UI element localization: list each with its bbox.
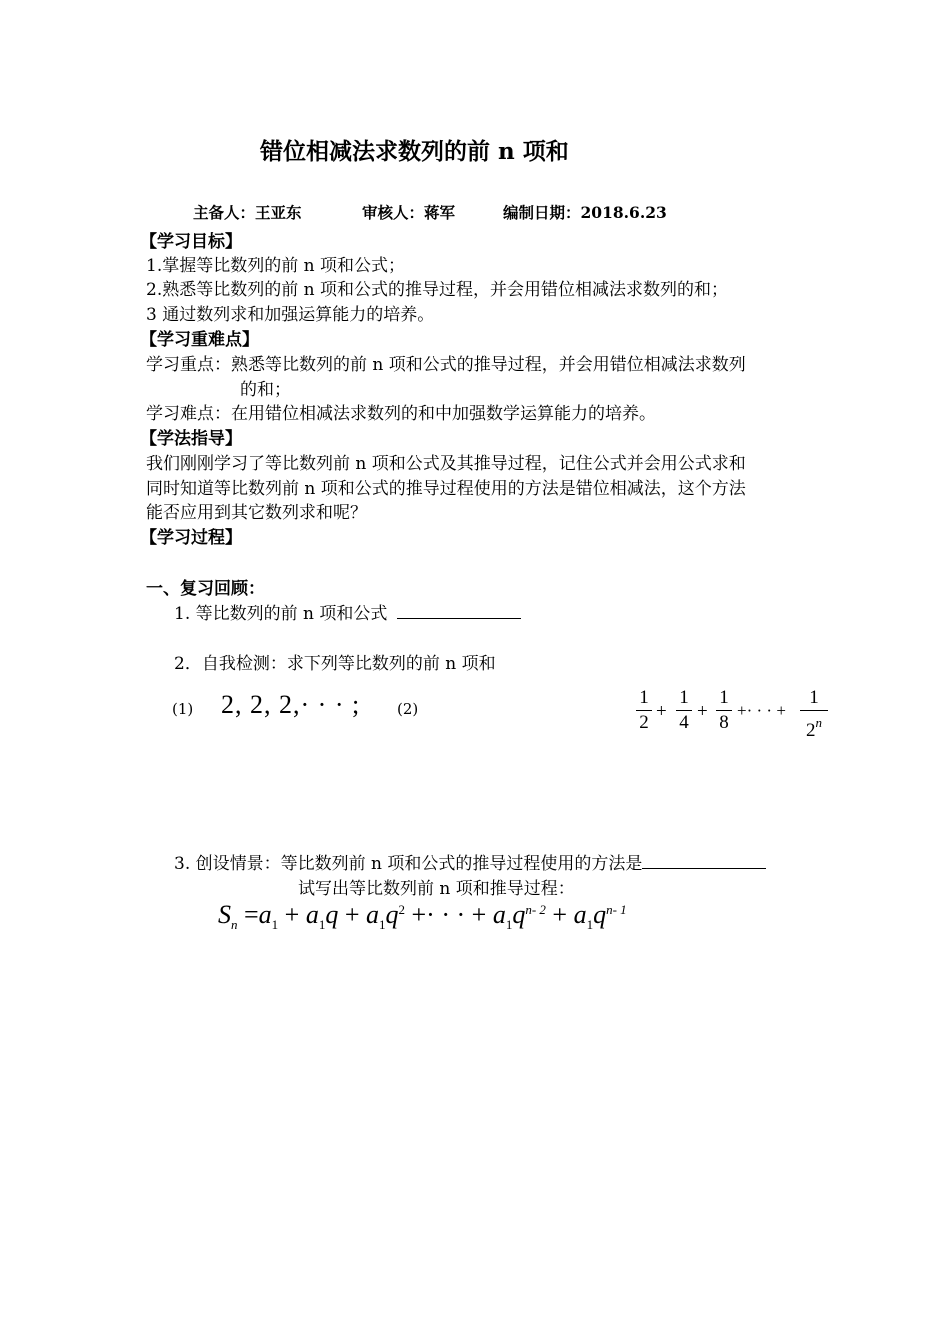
question-1-text: 1. 等比数列的前 n 项和公式 [174, 604, 388, 624]
answer-blank-3[interactable] [642, 852, 766, 869]
question-1 [174, 599, 521, 624]
focus-line-2: 的和； [240, 380, 291, 400]
fraction-1-4: 1 4 [676, 688, 692, 733]
question-3-text: 3. 创设情景：等比数列前 n 项和公式的推导过程使用的方法是 [174, 854, 643, 874]
plus-dots-sign: +· · · + [737, 701, 786, 720]
problem-1-label: (1) [172, 700, 194, 718]
method-heading: 【学法指导】 [140, 429, 242, 449]
date: 编制日期：2018.6.23 [503, 203, 667, 222]
page-title: 错位相减法求数列的前 n 项和 [260, 138, 569, 165]
difficulty-line: 学习难点：在用错位相减法求数列的和中加强数学运算能力的培养。 [146, 404, 656, 424]
question-3-sub: 试写出等比数列前 n 项和推导过程： [298, 879, 575, 899]
question-2: 2．自我检测：求下列等比数列的前 n 项和 [174, 654, 496, 674]
fraction-1-8: 1 8 [716, 688, 732, 733]
problem-2-label: (2) [397, 700, 419, 718]
method-line-1: 我们刚刚学习了等比数列前 n 项和公式及其推导过程，记住公式并会用公式求和 [146, 454, 746, 474]
plus-sign: + [656, 701, 667, 722]
sum-formula: $S_n =a_1 + a_1q + a_1q^2$ +· · · + $a_1q^{n- 2} + a_1q^{n- 1}$ [218, 900, 627, 932]
plus-sign: + [697, 701, 708, 722]
question-3 [174, 849, 766, 874]
goals-heading: 【学习目标】 [140, 232, 242, 252]
method-line-3: 能否应用到其它数列求和呢？ [146, 503, 367, 523]
method-line-2: 同时知道等比数列前 n 项和公式的推导过程使用的方法是错位相减法，这个方法 [146, 479, 746, 499]
goal-item-1: 1.掌握等比数列的前 n 项和公式； [146, 256, 405, 276]
reviewer: 审核人：蒋军 [362, 203, 456, 222]
fraction-1-2: 1 2 [636, 688, 652, 733]
process-heading: 【学习过程】 [140, 528, 242, 548]
section-review: 一、复习回顾： [146, 579, 265, 599]
focus-line-1: 学习重点：熟悉等比数列的前 n 项和公式的推导过程，并会用错位相减法求数列 [146, 355, 746, 375]
goal-item-2: 2.熟悉等比数列的前 n 项和公式的推导过程，并会用错位相减法求数列的和； [146, 280, 728, 300]
problem-1-expression: 2, 2, 2,· · · ; [221, 690, 361, 719]
goal-item-3: 3 通过数列求和加强运算能力的培养。 [146, 305, 435, 325]
keypoints-heading: 【学习重难点】 [140, 330, 259, 350]
answer-blank-1[interactable] [397, 602, 521, 619]
fraction-1-2n: 1 2$^n$ [800, 688, 828, 741]
author: 主备人：王亚东 [193, 203, 302, 222]
